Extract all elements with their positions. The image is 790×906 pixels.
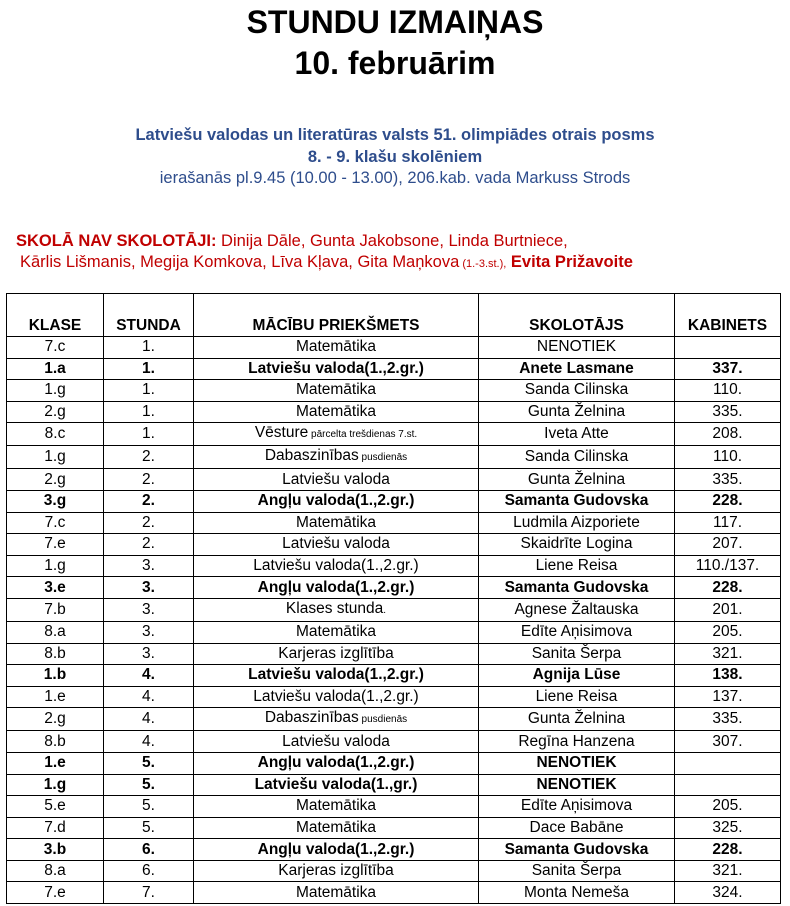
table-row — [7, 577, 781, 599]
cell-kabinets: 307. — [675, 731, 781, 753]
cell-prieksmets — [194, 708, 479, 731]
table-row — [7, 423, 781, 446]
subject-name: Angļu valoda(1.,2.gr.) — [257, 754, 415, 772]
cell-stunda: 3. — [104, 577, 194, 599]
subject-note: pārcelta trešdienas 7.st. — [308, 429, 418, 441]
subject-name: Matemātika — [295, 797, 377, 815]
table-row — [7, 512, 781, 534]
table-row — [7, 555, 781, 577]
cell-prieksmets — [194, 686, 479, 708]
cell-skolotajs: Gunta Želnina — [479, 401, 675, 423]
cell-prieksmets — [194, 380, 479, 402]
cell-kabinets: 138. — [675, 665, 781, 687]
cell-skolotajs: Sanita Šerpa — [479, 860, 675, 882]
table-row — [7, 665, 781, 687]
cell-skolotajs: NENOTIEK — [479, 752, 675, 774]
subject-name: Matemātika — [295, 403, 377, 421]
subject-name: Latviešu valoda — [282, 535, 390, 553]
cell-kabinets — [675, 774, 781, 796]
cell-kabinets: 335. — [675, 469, 781, 491]
cell-kabinets: 321. — [675, 860, 781, 882]
cell-skolotajs: Gunta Želnina — [479, 469, 675, 491]
subject-name: Karjeras izglītība — [278, 862, 394, 880]
cell-klase: 2.g — [7, 469, 104, 491]
subject-name: Latviešu valoda(1.,2.gr.) — [248, 666, 424, 684]
cell-klase: 3.e — [7, 577, 104, 599]
cell-prieksmets — [194, 401, 479, 423]
page-title: STUNDU IZMAIŅAS — [246, 4, 544, 40]
cell-klase: 8.b — [7, 643, 104, 665]
cell-kabinets: 110. — [675, 380, 781, 402]
absent-names: Dinija Dāle, Gunta Jakobsone, Linda Burtniece, — [216, 232, 568, 250]
cell-stunda: 1. — [104, 401, 194, 423]
cell-stunda: 1. — [104, 337, 194, 359]
subject-name: Latviešu valoda — [282, 470, 390, 488]
header-kabinets: KABINETS — [675, 294, 781, 337]
table-row — [7, 469, 781, 491]
cell-prieksmets — [194, 731, 479, 753]
cell-kabinets: 110./137. — [675, 555, 781, 577]
cell-klase: 5.e — [7, 796, 104, 818]
cell-kabinets: 110. — [675, 446, 781, 469]
subject-name: Angļu valoda(1.,2.gr.) — [257, 840, 415, 858]
absent-teachers-line2 — [20, 251, 633, 275]
cell-klase: 1.g — [7, 555, 104, 577]
cell-klase: 1.e — [7, 752, 104, 774]
cell-stunda: 6. — [104, 839, 194, 861]
table-row — [7, 860, 781, 882]
cell-kabinets: 321. — [675, 643, 781, 665]
table-header-row — [7, 294, 781, 337]
cell-skolotajs: Liene Reisa — [479, 555, 675, 577]
cell-prieksmets — [194, 555, 479, 577]
header-prieksmets: MĀCĪBU PRIEKŠMETS — [194, 294, 479, 337]
absent-teachers-line1 — [16, 230, 568, 252]
cell-klase: 7.b — [7, 598, 104, 621]
cell-prieksmets — [194, 774, 479, 796]
cell-klase: 7.e — [7, 534, 104, 556]
cell-prieksmets — [194, 817, 479, 839]
subject-name: Latviešu valoda(1.,2.gr.) — [253, 688, 419, 706]
cell-skolotajs: Regīna Hanzena — [479, 731, 675, 753]
cell-prieksmets — [194, 839, 479, 861]
cell-skolotajs: Dace Babāne — [479, 817, 675, 839]
cell-klase: 8.a — [7, 621, 104, 643]
cell-skolotajs: Gunta Želnina — [479, 708, 675, 731]
absent-names: Kārlis Lišmanis, Megija Komkova, Līva Kļava, Gita Maņkova — [20, 253, 460, 271]
cell-kabinets: 137. — [675, 686, 781, 708]
cell-klase: 2.g — [7, 401, 104, 423]
cell-klase: 7.c — [7, 337, 104, 359]
table-row — [7, 774, 781, 796]
table-row — [7, 752, 781, 774]
header-stunda: STUNDA — [104, 294, 194, 337]
cell-stunda: 1. — [104, 423, 194, 446]
table-row — [7, 337, 781, 359]
subject-name: Latviešu valoda(1.,2.gr.) — [253, 557, 419, 575]
subject-name: Matemātika — [295, 623, 377, 641]
cell-skolotajs: Iveta Atte — [479, 423, 675, 446]
cell-klase: 1.e — [7, 686, 104, 708]
cell-kabinets: 228. — [675, 490, 781, 512]
header-klase: KLASE — [7, 294, 104, 337]
cell-klase: 1.g — [7, 446, 104, 469]
cell-prieksmets — [194, 752, 479, 774]
subject-name: Latviešu valoda(1.,gr.) — [254, 775, 418, 793]
olympiad-details: ierašanās pl.9.45 (10.00 - 13.00), 206.kab. vada Markuss Strods — [159, 169, 631, 187]
table-row — [7, 708, 781, 731]
subject-name: Dabaszinības — [264, 447, 359, 465]
cell-stunda: 3. — [104, 555, 194, 577]
cell-klase: 1.g — [7, 380, 104, 402]
table-row — [7, 621, 781, 643]
subject-name: Dabaszinības — [264, 709, 359, 727]
cell-skolotajs: NENOTIEK — [479, 774, 675, 796]
cell-stunda: 7. — [104, 882, 194, 904]
cell-stunda: 3. — [104, 643, 194, 665]
absent-last: Evita Prižavoite — [506, 253, 633, 271]
subject-name: Klases stunda — [285, 599, 384, 617]
cell-kabinets: 335. — [675, 401, 781, 423]
cell-klase: 7.d — [7, 817, 104, 839]
cell-klase: 8.a — [7, 860, 104, 882]
cell-prieksmets — [194, 534, 479, 556]
cell-skolotajs: Samanta Gudovska — [479, 839, 675, 861]
cell-prieksmets — [194, 446, 479, 469]
cell-klase: 1.g — [7, 774, 104, 796]
table-row — [7, 796, 781, 818]
cell-skolotajs: Monta Nemeša — [479, 882, 675, 904]
cell-prieksmets — [194, 358, 479, 380]
cell-stunda: 2. — [104, 534, 194, 556]
cell-skolotajs: Sanda Cilinska — [479, 380, 675, 402]
cell-klase: 7.c — [7, 512, 104, 534]
cell-skolotajs: Sanda Cilinska — [479, 446, 675, 469]
subject-name: Matemātika — [295, 338, 377, 356]
cell-skolotajs: Liene Reisa — [479, 686, 675, 708]
cell-kabinets: 335. — [675, 708, 781, 731]
cell-stunda: 3. — [104, 621, 194, 643]
cell-skolotajs: Agnija Lūse — [479, 665, 675, 687]
cell-prieksmets — [194, 469, 479, 491]
table-row — [7, 358, 781, 380]
table-row — [7, 401, 781, 423]
header-skolotajs: SKOLOTĀJS — [479, 294, 675, 337]
cell-kabinets: 325. — [675, 817, 781, 839]
cell-kabinets: 205. — [675, 796, 781, 818]
cell-skolotajs: Agnese Žaltauska — [479, 598, 675, 621]
cell-prieksmets — [194, 621, 479, 643]
cell-skolotajs: Sanita Šerpa — [479, 643, 675, 665]
table-row — [7, 643, 781, 665]
cell-kabinets — [675, 752, 781, 774]
subject-name: Angļu valoda(1.,2.gr.) — [257, 578, 415, 596]
cell-kabinets: 117. — [675, 512, 781, 534]
cell-klase: 7.e — [7, 882, 104, 904]
cell-prieksmets — [194, 577, 479, 599]
cell-klase: 1.a — [7, 358, 104, 380]
table-row — [7, 598, 781, 621]
cell-klase: 2.g — [7, 708, 104, 731]
table-row — [7, 731, 781, 753]
table-row — [7, 839, 781, 861]
cell-stunda: 1. — [104, 380, 194, 402]
cell-stunda: 4. — [104, 731, 194, 753]
absent-label: SKOLĀ NAV SKOLOTĀJI: — [16, 232, 217, 250]
cell-klase: 8.c — [7, 423, 104, 446]
table-row — [7, 380, 781, 402]
cell-kabinets: 205. — [675, 621, 781, 643]
subject-name: Matemātika — [295, 818, 377, 836]
cell-stunda: 2. — [104, 469, 194, 491]
table-row — [7, 817, 781, 839]
table-row — [7, 882, 781, 904]
cell-stunda: 5. — [104, 817, 194, 839]
cell-kabinets: 208. — [675, 423, 781, 446]
cell-skolotajs: Skaidrīte Logina — [479, 534, 675, 556]
cell-klase: 3.g — [7, 490, 104, 512]
subject-name: Matemātika — [295, 381, 377, 399]
subject-name: Angļu valoda(1.,2.gr.) — [257, 492, 415, 510]
cell-kabinets: 201. — [675, 598, 781, 621]
cell-skolotajs: NENOTIEK — [479, 337, 675, 359]
cell-kabinets: 337. — [675, 358, 781, 380]
cell-stunda: 2. — [104, 512, 194, 534]
cell-prieksmets — [194, 598, 479, 621]
cell-prieksmets — [194, 882, 479, 904]
table-row — [7, 490, 781, 512]
subject-note: pusdienās — [358, 714, 408, 726]
cell-stunda: 4. — [104, 686, 194, 708]
cell-kabinets: 228. — [675, 839, 781, 861]
cell-skolotajs: Samanta Gudovska — [479, 577, 675, 599]
subject-note: . — [383, 604, 387, 616]
cell-kabinets: 228. — [675, 577, 781, 599]
cell-stunda: 4. — [104, 665, 194, 687]
olympiad-grades: 8. - 9. klašu skolēniem — [307, 148, 483, 166]
cell-klase: 1.b — [7, 665, 104, 687]
subject-name: Matemātika — [295, 513, 377, 531]
cell-skolotajs: Anete Lasmane — [479, 358, 675, 380]
subject-name: Latviešu valoda — [282, 732, 390, 750]
changes-table — [6, 293, 781, 904]
cell-stunda: 5. — [104, 796, 194, 818]
cell-skolotajs: Edīte Aņisimova — [479, 796, 675, 818]
absent-note: (1.-3.st.), — [459, 258, 507, 270]
page-date: 10. februārim — [294, 45, 496, 81]
cell-kabinets: 207. — [675, 534, 781, 556]
cell-stunda: 2. — [104, 446, 194, 469]
subject-name: Matemātika — [295, 883, 377, 901]
cell-stunda: 2. — [104, 490, 194, 512]
subject-name: Latviešu valoda(1.,2.gr.) — [248, 359, 424, 377]
cell-prieksmets — [194, 860, 479, 882]
subject-name: Karjeras izglītība — [278, 644, 394, 662]
table-row — [7, 446, 781, 469]
cell-klase: 3.b — [7, 839, 104, 861]
cell-stunda: 6. — [104, 860, 194, 882]
cell-prieksmets — [194, 490, 479, 512]
cell-prieksmets — [194, 423, 479, 446]
cell-prieksmets — [194, 796, 479, 818]
cell-prieksmets — [194, 643, 479, 665]
cell-stunda: 3. — [104, 598, 194, 621]
cell-stunda: 5. — [104, 752, 194, 774]
table-row — [7, 686, 781, 708]
cell-prieksmets — [194, 512, 479, 534]
cell-stunda: 4. — [104, 708, 194, 731]
cell-stunda: 1. — [104, 358, 194, 380]
cell-prieksmets — [194, 665, 479, 687]
cell-prieksmets — [194, 337, 479, 359]
subject-name: Vēsture — [254, 424, 309, 442]
cell-skolotajs: Edīte Aņisimova — [479, 621, 675, 643]
cell-kabinets — [675, 337, 781, 359]
olympiad-title: Latviešu valodas un literatūras valsts 51. olimpiādes otrais posms — [135, 126, 655, 144]
cell-stunda: 5. — [104, 774, 194, 796]
cell-skolotajs: Ludmila Aizporiete — [479, 512, 675, 534]
cell-skolotajs: Samanta Gudovska — [479, 490, 675, 512]
cell-kabinets: 324. — [675, 882, 781, 904]
cell-klase: 8.b — [7, 731, 104, 753]
subject-note: pusdienās — [358, 452, 408, 464]
table-row — [7, 534, 781, 556]
